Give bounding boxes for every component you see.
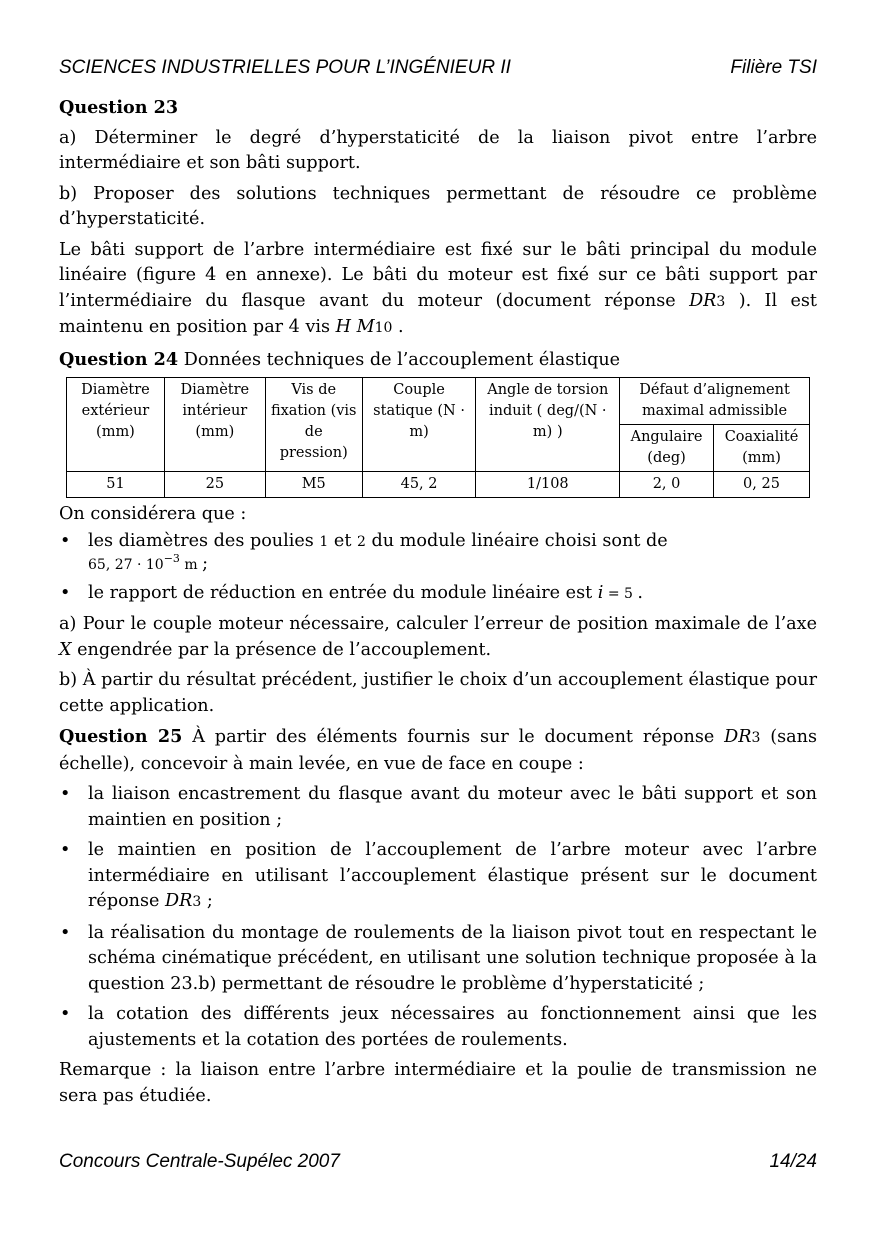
list-item: • la cotation des différents jeux nécessaires au fonctionnement ainsi que les ajustements et la cotation des portées de roulements. — [59, 1002, 817, 1053]
math-dr: DR — [165, 891, 193, 911]
header-static-torque: Couple statique (N · m) — [362, 378, 476, 472]
math-i: i — [597, 582, 604, 603]
header-fixing-screw: Vis de fixation (vis de pression) — [265, 378, 362, 472]
list-item — [59, 530, 817, 576]
considerations-intro: On considérera que : — [59, 504, 247, 524]
remark-paragraph: Remarque : la liaison entre l’arbre intermédiaire et la poulie de transmission ne sera pas étudiée. — [59, 1060, 817, 1106]
question-23-part-a: a) Déterminer le degré d’hyperstaticité de la liaison pivot entre l’arbre intermédiaire et son bâti support. — [59, 127, 817, 173]
table-header-row — [67, 378, 810, 425]
text-run: (sans échelle), concevoir à main levée, en vue de face en coupe : — [59, 727, 817, 774]
math-dr: DR — [724, 727, 752, 747]
question-23-part-b: b) Proposer des solutions techniques permettant de résoudre ce problème d’hyperstaticité. — [59, 183, 817, 229]
header-subject: SCIENCES INDUSTRIELLES POUR L’INGÉNIEUR II — [59, 57, 511, 78]
text-run: . — [637, 582, 643, 603]
considerations-list — [59, 530, 817, 608]
header-coaxiality: Coaxialité (mm) — [714, 425, 810, 472]
footer-exam: Concours Centrale-Supélec 2007 — [59, 1151, 340, 1172]
math-dr-number: 3 — [716, 293, 726, 310]
header-track: Filière TSI — [730, 57, 817, 78]
question-24-part-b: b) À partir du résultat précédent, justifier le choix d’un accouplement élastique pour cette application. — [59, 670, 817, 716]
text-run: Le bâti support de l’arbre intermédiaire est fixé sur le bâti principal du module linéaire (figure 4 en annexe). Le bâti du moteur est fixé sur ce bâti support par l’intermédiaire du flasque avant du moteur (document réponse — [59, 239, 817, 311]
page-header — [59, 57, 817, 79]
cell-angular: 2, 0 — [620, 472, 714, 498]
text-run: ; — [202, 553, 209, 574]
cell-inner-diameter: 25 — [164, 472, 265, 498]
text-run: du module linéaire choisi sont de — [365, 530, 668, 551]
pulley-diameter-exponent: −3 — [163, 551, 180, 565]
cell-outer-diameter: 51 — [67, 472, 165, 498]
math-screw-number: 10 — [374, 320, 393, 336]
page-body — [59, 95, 817, 1114]
pulley-diameter-unit: m — [179, 556, 203, 573]
cell-coaxiality: 0, 25 — [714, 472, 810, 498]
footer-page-number: 14/24 — [769, 1151, 817, 1172]
header-inner-diameter: Diamètre intérieur (mm) — [164, 378, 265, 472]
design-requirements-list — [59, 782, 817, 1053]
text-run: À partir des éléments fournis sur le document réponse — [182, 727, 725, 747]
text-run: a) Pour le couple moteur nécessaire, calculer l’erreur de position maximale de l’axe — [59, 614, 817, 634]
math-dr: DR — [689, 290, 717, 311]
list-item — [59, 838, 817, 916]
math-dr-number: 3 — [751, 730, 761, 746]
question-24-part-a — [59, 612, 817, 663]
math-ratio-value: = 5 — [603, 585, 638, 602]
math-screw-h: H — [335, 317, 351, 337]
text-run: engendrée par la présence de l’accouplement. — [71, 639, 492, 660]
math-dr-number: 3 — [192, 894, 202, 910]
text-run: ). Il est maintenu en position par 4 vis — [59, 290, 817, 337]
pulley-1: 1 — [319, 533, 329, 550]
question-24-subtitle: Données techniques de l’accouplement élastique — [178, 349, 621, 370]
list-item — [59, 581, 817, 608]
page-footer — [59, 1151, 817, 1173]
support-frame-paragraph — [59, 238, 817, 342]
question-25-title: Question 25 — [59, 726, 183, 747]
table-row — [67, 472, 810, 498]
math-screw-m: M — [356, 317, 375, 337]
question-25-intro — [59, 724, 817, 777]
header-torsion-angle: Angle de torsion induit ( deg/(N · m) ) — [476, 378, 620, 472]
question-24-title: Question 24 — [59, 348, 179, 370]
text-run: le maintien en position de l’accouplement de l’arbre moteur avec l’arbre intermédiaire en utilisant l’accouplement élastique présent sur le document réponse — [88, 840, 817, 911]
list-item: • la liaison encastrement du flasque avant du moteur avec le bâti support et son maintien en position ; — [59, 782, 817, 833]
question-24-heading — [59, 347, 817, 374]
math-x-axis: X — [59, 639, 72, 660]
text-run: . — [392, 317, 404, 337]
question-23-title: Question 23 — [59, 97, 179, 118]
pulley-diameter-value: 65, 27 · 10 — [88, 556, 164, 573]
pulley-2: 2 — [357, 533, 366, 550]
coupling-spec-table — [66, 377, 810, 498]
text-run: et — [328, 530, 358, 551]
text-run: ; — [201, 891, 213, 911]
cell-fixing-screw: M5 — [265, 472, 362, 498]
cell-torsion-angle: 1/108 — [476, 472, 620, 498]
list-item: • la réalisation du montage de roulements de la liaison pivot tout en respectant le schéma cinématique précédent, en utilisant une solution technique proposée à la question 23.b) permettant de résoudre le problème d’hyperstaticité ; — [59, 921, 817, 998]
cell-static-torque: 45, 2 — [362, 472, 476, 498]
text-run: le rapport de réduction en entrée du module linéaire est — [88, 582, 598, 603]
header-outer-diameter: Diamètre extérieur (mm) — [67, 378, 165, 472]
header-alignment-defect: Défaut d’alignement maximal admissible — [620, 378, 810, 425]
header-angular: Angulaire (deg) — [620, 425, 714, 472]
text-run: les diamètres des poulies — [88, 530, 320, 551]
